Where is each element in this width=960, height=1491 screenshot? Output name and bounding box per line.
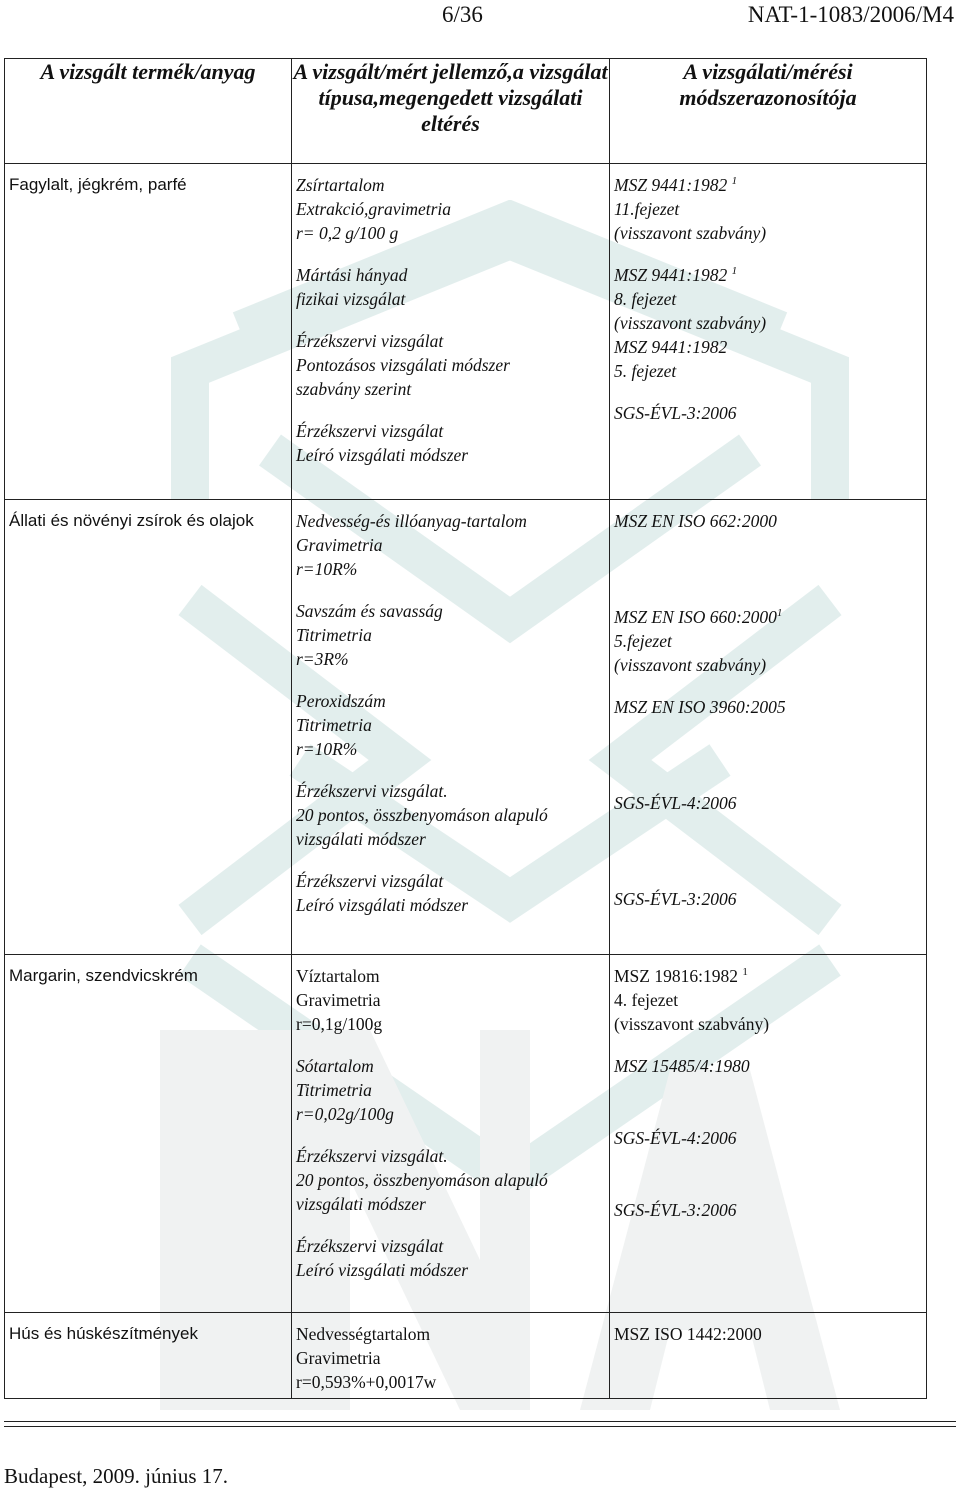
test-line: Gravimetria (296, 990, 381, 1010)
method-entry (614, 695, 920, 719)
method-text: (visszavont szabvány) (614, 1014, 770, 1034)
method-line (614, 311, 920, 335)
footnote-marker: 1 (776, 607, 783, 619)
product-name: Margarin, szendvicskrém (9, 966, 198, 985)
method-line (614, 695, 920, 719)
method-text: MSZ EN ISO 3960:2005 (614, 697, 786, 717)
method-line (614, 221, 920, 245)
method-text: 4. fejezet (614, 990, 679, 1010)
test-line: Víztartalom (296, 966, 380, 986)
method-text: 11.fejezet (614, 199, 680, 219)
document-id: NAT-1-1083/2006/M4 (747, 2, 954, 27)
header-line: megengedett vizsgálati eltérés (379, 85, 583, 136)
method-entry (614, 1126, 920, 1150)
method-line (614, 887, 920, 911)
method-text: SGS-ÉVL-3:2006 (614, 889, 737, 909)
method-line (614, 359, 920, 383)
test-line: Titrimetria (296, 625, 372, 645)
test-line: Mártási hányad (296, 265, 408, 285)
test-line: 20 pontos, összbenyomáson alapuló (296, 805, 548, 825)
test-line: szabvány szerint (296, 379, 412, 399)
method-line (614, 197, 920, 221)
product-name: Állati és növényi zsírok és olajok (9, 511, 254, 530)
test-entry (296, 689, 603, 761)
product-cell (5, 1313, 292, 1399)
header-method (610, 59, 927, 164)
test-entry (296, 964, 603, 1036)
product-cell (5, 500, 292, 955)
test-line: Érzékszervi vizsgálat (296, 871, 444, 891)
header-line: azonosítója (753, 85, 857, 110)
method-line (614, 1198, 920, 1222)
method-entry (614, 509, 920, 533)
test-line: Leíró vizsgálati módszer (296, 445, 469, 465)
method-line (614, 1012, 920, 1036)
method-text: 5. fejezet (614, 361, 677, 381)
test-line: r=0,1g/100g (296, 1014, 383, 1034)
method-line (614, 173, 920, 197)
test-line: Gravimetria (296, 1348, 381, 1368)
test-line: Leíró vizsgálati módszer (296, 1260, 469, 1280)
method-line (614, 605, 920, 629)
method-entry (614, 605, 920, 677)
method-entry (614, 964, 920, 1036)
method-text: SGS-ÉVL-4:2006 (614, 793, 737, 813)
method-line (614, 1322, 920, 1346)
test-line: r= 0,2 g/100 g (296, 223, 399, 243)
test-cell (292, 1313, 610, 1399)
method-line (614, 1126, 920, 1150)
scope-table (4, 58, 927, 1399)
test-line: vizsgálati módszer (296, 829, 426, 849)
method-line (614, 988, 920, 1012)
test-cell (292, 500, 610, 955)
test-cell (292, 164, 610, 500)
method-line (614, 653, 920, 677)
header-line: A vizsgált termék/anyag (40, 59, 256, 84)
page-number: 6/36 (442, 2, 483, 27)
method-line (614, 401, 920, 425)
method-text: SGS-ÉVL-3:2006 (614, 1200, 737, 1220)
table-row (5, 164, 927, 500)
method-text: MSZ 9441:1982 (614, 265, 732, 285)
method-line (614, 629, 920, 653)
footnote-marker: 1 (731, 175, 738, 187)
table-row (5, 1313, 927, 1399)
test-line: r=0,02g/100g (296, 1104, 394, 1124)
test-entry (296, 869, 603, 917)
test-line: Érzékszervi vizsgálat (296, 331, 444, 351)
header-product (5, 59, 292, 164)
test-line: Peroxidszám (296, 691, 386, 711)
test-line: Pontozásos vizsgálati módszer (296, 355, 510, 375)
header-characteristic (292, 59, 610, 164)
method-entry (614, 1198, 920, 1222)
footer-rule-second (4, 1426, 956, 1427)
test-line: Zsírtartalom (296, 175, 385, 195)
method-text: MSZ EN ISO 662:2000 (614, 511, 777, 531)
test-line: r=3R% (296, 649, 349, 669)
method-text: MSZ EN ISO 660:2000 (614, 607, 777, 627)
test-line: Leíró vizsgálati módszer (296, 895, 469, 915)
test-entry (296, 1054, 603, 1126)
method-text: (visszavont szabvány) (614, 655, 767, 675)
method-entry (614, 263, 920, 383)
method-text: 8. fejezet (614, 289, 677, 309)
header-line: A vizsgálati/mérési módszer (679, 59, 853, 110)
test-entry (296, 779, 603, 851)
test-line: Érzékszervi vizsgálat (296, 421, 444, 441)
footnote-marker: 1 (742, 966, 748, 978)
test-line: Nedvesség-és illóanyag-tartalom (296, 511, 527, 531)
header-line: a vizsgálat típusa, (318, 59, 608, 110)
test-line: r=0,593%+0,0017w (296, 1372, 437, 1392)
test-entry (296, 263, 603, 311)
test-line: Savszám és savasság (296, 601, 443, 621)
test-line: Nedvességtartalom (296, 1324, 431, 1344)
footer-rule (4, 1421, 956, 1422)
test-entry (296, 173, 603, 245)
method-text: (visszavont szabvány) (614, 223, 767, 243)
method-entry (614, 173, 920, 245)
test-cell (292, 955, 610, 1313)
test-line: Titrimetria (296, 1080, 372, 1100)
method-text: SGS-ÉVL-4:2006 (614, 1128, 737, 1148)
method-entry (614, 1322, 920, 1346)
method-line (614, 263, 920, 287)
method-text: MSZ 9441:1982 (614, 175, 732, 195)
method-line (614, 964, 920, 988)
test-entry (296, 1234, 603, 1282)
test-entry (296, 419, 603, 467)
table-row (5, 955, 927, 1313)
product-cell (5, 955, 292, 1313)
method-line (614, 335, 920, 359)
test-line: vizsgálati módszer (296, 1194, 426, 1214)
method-entry (614, 1054, 920, 1078)
test-line: Érzékszervi vizsgálat. (296, 1146, 448, 1166)
method-entry (614, 401, 920, 425)
test-line: fizikai vizsgálat (296, 289, 406, 309)
test-line: 20 pontos, összbenyomáson alapuló (296, 1170, 548, 1190)
test-line: r=10R% (296, 559, 358, 579)
test-line: r=10R% (296, 739, 358, 759)
product-name: Hús és húskészítmények (9, 1324, 198, 1343)
method-text: MSZ 9441:1982 (614, 337, 728, 357)
test-line: Gravimetria (296, 535, 383, 555)
method-entry (614, 791, 920, 815)
method-text: MSZ ISO 1442:2000 (614, 1324, 762, 1344)
method-text: (visszavont szabvány) (614, 313, 767, 333)
method-line (614, 287, 920, 311)
footer-date: Budapest, 2009. június 17. (4, 1464, 228, 1488)
header-line: A vizsgált/mért jellemző, (293, 59, 513, 84)
method-cell (610, 955, 927, 1313)
product-cell (5, 164, 292, 500)
method-entry (614, 887, 920, 911)
method-text: SGS-ÉVL-3:2006 (614, 403, 737, 423)
method-cell (610, 500, 927, 955)
method-text: MSZ 19816:1982 (614, 966, 743, 986)
method-text: 5.fejezet (614, 631, 672, 651)
product-name: Fagylalt, jégkrém, parfé (9, 175, 187, 194)
test-line: Titrimetria (296, 715, 372, 735)
test-entry (296, 1144, 603, 1216)
test-line: Extrakció,gravimetria (296, 199, 452, 219)
method-line (614, 509, 920, 533)
test-line: Érzékszervi vizsgálat (296, 1236, 444, 1256)
test-entry (296, 599, 603, 671)
method-cell (610, 164, 927, 500)
footnote-marker: 1 (731, 265, 738, 277)
method-line (614, 1054, 920, 1078)
method-line (614, 791, 920, 815)
method-text: MSZ 15485/4:1980 (614, 1056, 750, 1076)
test-entry (296, 509, 603, 581)
test-line: Érzékszervi vizsgálat. (296, 781, 448, 801)
test-entry (296, 329, 603, 401)
test-line: Sótartalom (296, 1056, 374, 1076)
method-cell (610, 1313, 927, 1399)
table-header-row (5, 59, 927, 164)
test-entry (296, 1322, 603, 1394)
table-row (5, 500, 927, 955)
